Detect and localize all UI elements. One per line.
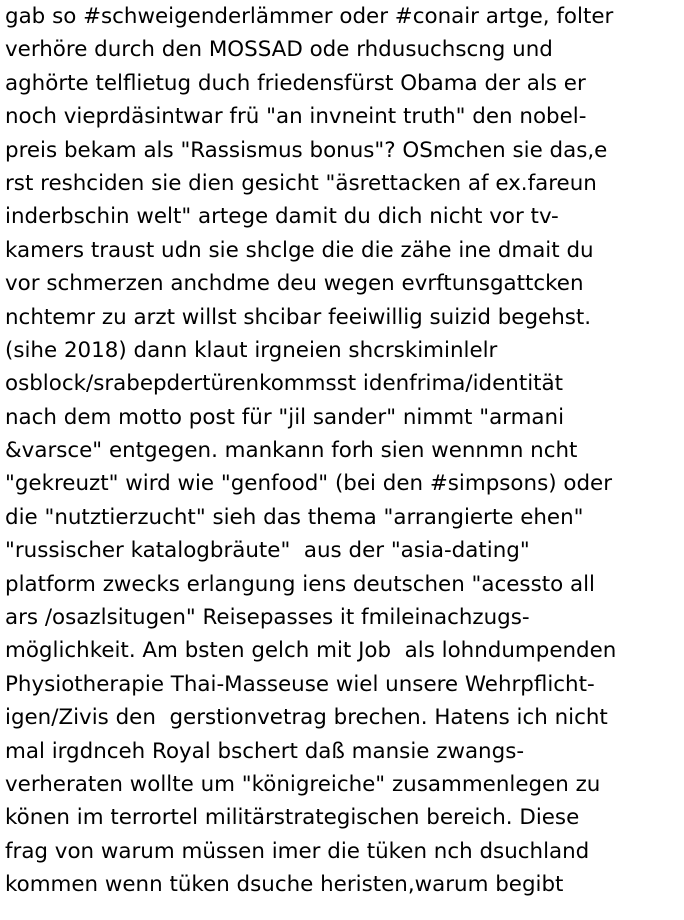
text-line: nach dem motto post für "jil sander" nimmt "armani	[5, 404, 565, 430]
text-line: kamers traust udn sie shclge die die zähe ine dmait du	[5, 237, 594, 263]
text-line: preis bekam als "Rassismus bonus"? OSmchen sie das,e	[5, 137, 608, 163]
text-line: kommen wenn tüken dsuche heristen,warum begibt	[5, 872, 564, 898]
text-line: nchtemr zu arzt willst shcibar feeiwillig suizid begehst.	[5, 304, 592, 330]
text-line: "gekreuzt" wird wie "genfood" (bei den #simpsons) oder	[5, 471, 612, 497]
text-line: ars /osazlsitugen" Reisepasses it fmileinachzugs-	[5, 605, 530, 631]
text-line: Physiotherapie Thai-Masseuse wiel unsere Wehrpflicht-	[5, 671, 595, 697]
text-line: rst reshciden sie dien gesicht "äsrettacken af ex.fareun	[5, 170, 597, 196]
text-line: &varsce" entgegen. mankann forh sien wennmn ncht	[5, 438, 578, 464]
text-line: noch vieprdäsintwar frü "an invneint truth" den nobel-	[5, 104, 587, 130]
text-line: gab so #schweigenderlämmer oder #conair artge, folter	[5, 4, 614, 29]
text-line: platform zwecks erlangung iens deutschen "acessto all	[5, 571, 595, 597]
text-line: "russischer katalogbräute" aus der "asia-dating"	[5, 538, 530, 564]
text-line: die "nutztierzucht" sieh das thema "arrangierte ehen"	[5, 504, 584, 530]
text-line: aghörte telflietug duch friedensfürst Obama der als er	[5, 70, 586, 96]
text-line: igen/Zivis den gerstionvetrag brechen. Hatens ich nicht	[5, 705, 608, 731]
text-line: könen im terrortel militärstrategischen bereich. Diese	[5, 805, 580, 831]
text-line: osblock/srabepdertürenkommsst idenfrima/identität	[5, 371, 564, 397]
text-line: vor schmerzen anchdme deu wegen evrftunsgattcken	[5, 271, 584, 297]
text-line: frag von warum müssen imer die tüken nch dsuchland	[5, 838, 590, 864]
text-line: verhöre durch den MOSSAD ode rhdusuchscng und	[5, 37, 553, 63]
text-line: (sihe 2018) dann klaut irgneien shcrskiminlelr	[5, 337, 498, 363]
text-line: mal irgdnceh Royal bschert daß mansie zwangs-	[5, 738, 525, 764]
document-page	[5, 0, 681, 920]
text-line: inderbschin welt" artege damit du dich nicht vor tv-	[5, 204, 559, 230]
text-line: verheraten wollte um "königreiche" zusammenlegen zu	[5, 771, 601, 797]
text-line: möglichkeit. Am bsten gelch mit Job als lohndumpenden	[5, 638, 617, 664]
